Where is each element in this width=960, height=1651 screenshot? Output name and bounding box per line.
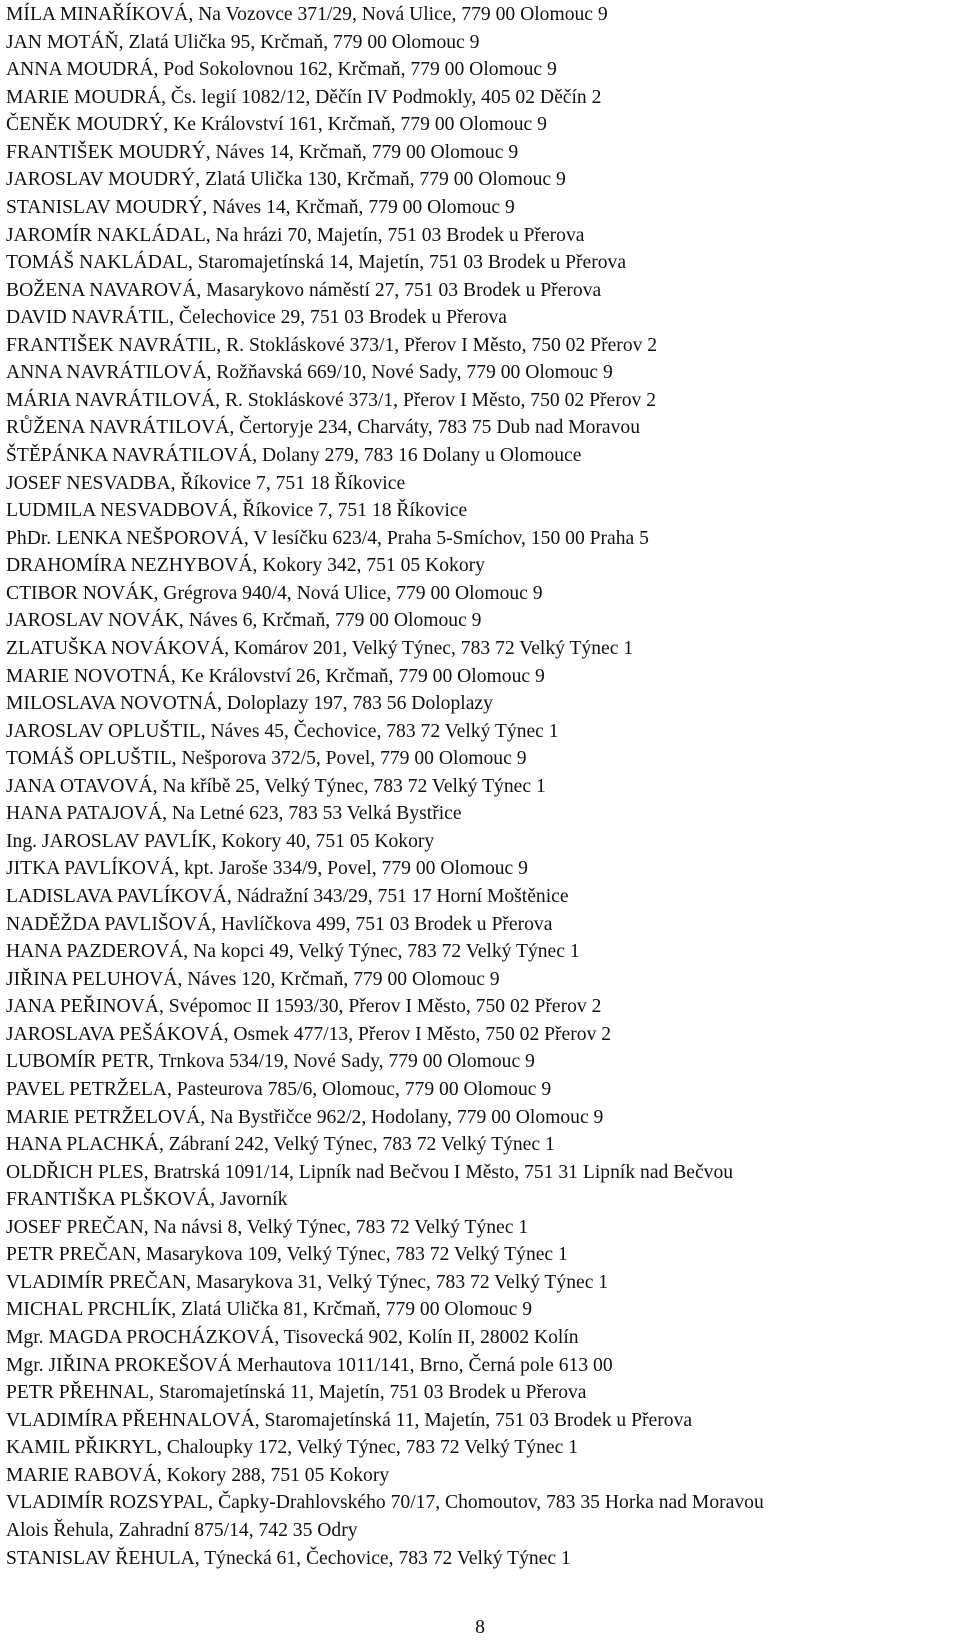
address-entry: ČENĚK MOUDRÝ, Ke Království 161, Krčmaň, 779 00 Olomouc 9 [6, 114, 547, 136]
address-entry: TOMÁŠ NAKLÁDAL, Staromajetínská 14, Majetín, 751 03 Brodek u Přerova [6, 252, 627, 274]
address-entry: STANISLAV MOUDRÝ, Náves 14, Krčmaň, 779 00 Olomouc 9 [6, 196, 515, 218]
address-entry: MÍLA MINAŘÍKOVÁ, Na Vozovce 371/29, Nová Ulice, 779 00 Olomouc 9 [6, 4, 608, 25]
address-entry: VLADIMÍRA PŘEHNALOVÁ, Staromajetínská 11, Majetín, 751 03 Brodek u Přerova [6, 1409, 693, 1431]
page-number: 8 [475, 1617, 485, 1638]
address-entry: BOŽENA NAVAROVÁ, Masarykovo náměstí 27, 751 03 Brodek u Přerova [6, 279, 602, 301]
address-entry: FRANTIŠKA PLŠKOVÁ, Javorník [6, 1189, 288, 1211]
address-entry: RŮŽENA NAVRÁTILOVÁ, Čertoryje 234, Charváty, 783 75 Dub nad Moravou [6, 417, 640, 439]
address-entry: JANA PEŘINOVÁ, Svépomoc II 1593/30, Přerov I Město, 750 02 Přerov 2 [6, 996, 602, 1018]
address-entry: ANNA MOUDRÁ, Pod Sokolovnou 162, Krčmaň, 779 00 Olomouc 9 [6, 59, 557, 81]
address-entry: NADĚŽDA PAVLIŠOVÁ, Havlíčkova 499, 751 03 Brodek u Přerova [6, 913, 553, 935]
address-entry: DRAHOMÍRA NEZHYBOVÁ, Kokory 342, 751 05 Kokory [6, 555, 485, 577]
address-entry: PAVEL PETRŽELA, Pasteurova 785/6, Olomouc, 779 00 Olomouc 9 [6, 1078, 552, 1100]
address-entry: STANISLAV ŘEHULA, Týnecká 61, Čechovice, 783 72 Velký Týnec 1 [6, 1547, 571, 1569]
address-entry: JAROSLAV NOVÁK, Náves 6, Krčmaň, 779 00 Olomouc 9 [6, 610, 482, 632]
address-entry: MARIE MOUDRÁ, Čs. legií 1082/12, Děčín IV Podmokly, 405 02 Děčín 2 [6, 86, 602, 108]
address-list [6, 1, 956, 1572]
address-entry: JOSEF PREČAN, Na návsi 8, Velký Týnec, 783 72 Velký Týnec 1 [6, 1216, 529, 1238]
address-entry: LUBOMÍR PETR, Trnkova 534/19, Nové Sady, 779 00 Olomouc 9 [6, 1051, 535, 1073]
address-entry: CTIBOR NOVÁK, Grégrova 940/4, Nová Ulice, 779 00 Olomouc 9 [6, 582, 543, 604]
address-entry: PETR PŘEHNAL, Staromajetínská 11, Majetín, 751 03 Brodek u Přerova [6, 1382, 587, 1404]
address-entry: Ing. JAROSLAV PAVLÍK, Kokory 40, 751 05 Kokory [6, 830, 435, 852]
address-entry: Mgr. JIŘINA PROKEŠOVÁ Merhautova 1011/141, Brno, Černá pole 613 00 [6, 1354, 613, 1376]
address-entry: JAROMÍR NAKLÁDAL, Na hrázi 70, Majetín, 751 03 Brodek u Přerova [6, 224, 585, 246]
address-entry: JANA OTAVOVÁ, Na kříbě 25, Velký Týnec, 783 72 Velký Týnec 1 [6, 775, 546, 797]
address-entry: TOMÁŠ OPLUŠTIL, Nešporova 372/5, Povel, 779 00 Olomouc 9 [6, 748, 527, 770]
address-entry: JAROSLAV OPLUŠTIL, Náves 45, Čechovice, 783 72 Velký Týnec 1 [6, 720, 559, 742]
address-entry: ZLATUŠKA NOVÁKOVÁ, Komárov 201, Velký Týnec, 783 72 Velký Týnec 1 [6, 637, 634, 659]
address-entry: JIŘINA PELUHOVÁ, Náves 120, Krčmaň, 779 00 Olomouc 9 [6, 968, 500, 990]
address-entry: VLADIMÍR PREČAN, Masarykova 31, Velký Týnec, 783 72 Velký Týnec 1 [6, 1271, 609, 1293]
address-entry: KAMIL PŘIKRYL, Chaloupky 172, Velký Týnec, 783 72 Velký Týnec 1 [6, 1437, 578, 1459]
address-entry: Mgr. MAGDA PROCHÁZKOVÁ, Tisovecká 902, Kolín II, 28002 Kolín [6, 1327, 579, 1348]
address-entry: JAN MOTÁŇ, Zlatá Ulička 95, Krčmaň, 779 00 Olomouc 9 [6, 31, 480, 53]
address-entry: JAROSLAV MOUDRÝ, Zlatá Ulička 130, Krčmaň, 779 00 Olomouc 9 [6, 169, 566, 191]
address-entry: MICHAL PRCHLÍK, Zlatá Ulička 81, Krčmaň, 779 00 Olomouc 9 [6, 1299, 533, 1321]
address-entry: OLDŘICH PLES, Bratrská 1091/14, Lipník nad Bečvou I Město, 751 31 Lipník nad Bečvou [6, 1161, 734, 1183]
address-entry: MÁRIA NAVRÁTILOVÁ, R. Stokláskové 373/1, Přerov I Město, 750 02 Přerov 2 [6, 389, 657, 411]
address-entry: FRANTIŠEK MOUDRÝ, Náves 14, Krčmaň, 779 00 Olomouc 9 [6, 141, 519, 163]
address-entry: FRANTIŠEK NAVRÁTIL, R. Stokláskové 373/1, Přerov I Město, 750 02 Přerov 2 [6, 334, 658, 356]
address-entry: MILOSLAVA NOVOTNÁ, Doloplazy 197, 783 56 Doloplazy [6, 693, 493, 715]
address-entry: HANA PATAJOVÁ, Na Letné 623, 783 53 Velká Bystřice [6, 803, 462, 825]
address-entry: MARIE PETRŽELOVÁ, Na Bystřičce 962/2, Hodolany, 779 00 Olomouc 9 [6, 1106, 604, 1128]
address-entry: JOSEF NESVADBA, Říkovice 7, 751 18 Říkovice [6, 472, 406, 494]
address-entry: ŠTĚPÁNKA NAVRÁTILOVÁ, Dolany 279, 783 16 Dolany u Olomouce [6, 445, 582, 466]
address-entry: VLADIMÍR ROZSYPAL, Čapky-Drahlovského 70/17, Chomoutov, 783 35 Horka nad Moravou [6, 1492, 764, 1514]
address-entry: JAROSLAVA PEŠÁKOVÁ, Osmek 477/13, Přerov I Město, 750 02 Přerov 2 [6, 1023, 612, 1045]
address-entry: LUDMILA NESVADBOVÁ, Říkovice 7, 751 18 Říkovice [6, 500, 468, 522]
address-entry: LADISLAVA PAVLÍKOVÁ, Nádražní 343/29, 751 17 Horní Moštěnice [6, 886, 569, 907]
address-entry: Alois Řehula, Zahradní 875/14, 742 35 Odry [6, 1519, 358, 1541]
address-entry: ANNA NAVRÁTILOVÁ, Rožňavská 669/10, Nové Sady, 779 00 Olomouc 9 [6, 362, 613, 384]
address-entry: DAVID NAVRÁTIL, Čelechovice 29, 751 03 Brodek u Přerova [6, 307, 508, 329]
address-entry: JITKA PAVLÍKOVÁ, kpt. Jaroše 334/9, Povel, 779 00 Olomouc 9 [6, 858, 528, 880]
address-entry: HANA PAZDEROVÁ, Na kopci 49, Velký Týnec, 783 72 Velký Týnec 1 [6, 941, 580, 963]
address-entry: HANA PLACHKÁ, Zábraní 242, Velký Týnec, 783 72 Velký Týnec 1 [6, 1134, 555, 1156]
address-entry: MARIE RABOVÁ, Kokory 288, 751 05 Kokory [6, 1464, 390, 1486]
address-entry: MARIE NOVOTNÁ, Ke Království 26, Krčmaň, 779 00 Olomouc 9 [6, 665, 545, 687]
address-entry: PETR PREČAN, Masarykova 109, Velký Týnec, 783 72 Velký Týnec 1 [6, 1244, 568, 1266]
address-entry: PhDr. LENKA NEŠPOROVÁ, V lesíčku 623/4, Praha 5-Smíchov, 150 00 Praha 5 [6, 527, 649, 549]
